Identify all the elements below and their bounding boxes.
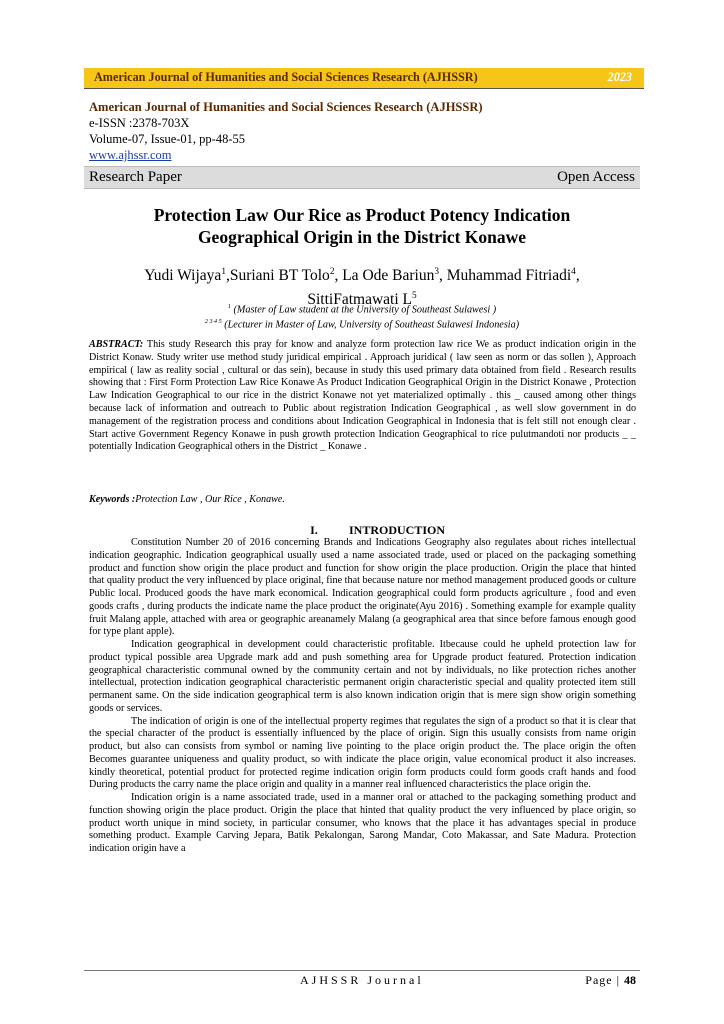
affiliation-text: (Master of Law student at the University of Southeast Sulawesi ) — [233, 304, 497, 316]
paper-type-band — [84, 166, 640, 189]
section-number: I. — [310, 523, 318, 537]
journal-url-link[interactable]: www.ajhssr.com — [89, 148, 172, 162]
section-heading — [84, 523, 640, 538]
title-line-1: Protection Law Our Rice as Product Potency Indication — [153, 205, 571, 225]
affiliation-sup: 1 — [227, 304, 231, 310]
affiliation-1 — [84, 301, 640, 316]
paper-title — [84, 204, 640, 248]
body-paragraph: The indication of origin is one of the intellectual property regimes that regulates the sign of a product so that it is clear that the special character of the product is essentially influenced by the place of origin. Sign this usually consists from name origin product, but also can consists from symbol or naming live pointing to the place origin product the. The place origin the often Becomes guarantee uniqueness and quality product, so with indicate the place origin, value economical product it also increases. kindly theoretical, potential product for protected regime indication origin form products could form goods craft hands and food During products the carry name the place origin and quality in a manner real influenced characteristics the place origin the. — [89, 715, 636, 791]
body-paragraph: Indication origin is a name associated trade, used in a manner oral or attached to the packaging something product and function showing origin the place product. Origin the place that hinted that quality product the very influenced by place origin, so product worth unique in mind society, in particular consumer, who knows that the place it has advantages special in produce something product. Example Carving Jepara, Batik Pekalongan, Sarong Mandar, Coto Makassar, and Sate Madura. Protection indication origin have a — [89, 792, 636, 854]
page-footer — [84, 970, 640, 988]
author-name: Suriani BT Tolo — [229, 267, 330, 285]
header-journal-name: American Journal of Humanities and Social Sciences Research (AJHSSR) — [94, 70, 478, 84]
footer-page — [585, 973, 636, 988]
header-year: 2023 — [607, 70, 632, 84]
footer-page-label: Page | — [585, 973, 620, 987]
abstract — [89, 339, 636, 454]
journal-header-bar — [84, 68, 644, 89]
author-name: Muhammad Fitriadi — [446, 267, 572, 285]
keywords-text: Protection Law , Our Rice , Konawe. — [135, 494, 285, 505]
author-name: SittiFatmawati L — [307, 291, 412, 309]
section-title: INTRODUCTION — [348, 523, 445, 537]
footer-journal: AJHSSR Journal — [300, 973, 424, 987]
author-list: Yudi Wijaya$^1$,Suriani BT Tolo$^2$, La Ode Bariun$^3$, Muhammad Fitriadi$^4$, SittiFatmawati $L^5$ — [144, 267, 580, 309]
body-text — [89, 537, 636, 856]
journal-name: American Journal of Humanities and Social Sciences Research (AJHSSR) — [89, 100, 483, 114]
keywords-label: Keywords : — [89, 494, 136, 505]
title-line-2: Geographical Origin in the District Konawe — [197, 227, 527, 247]
research-paper-label: Research Paper — [89, 169, 182, 185]
author-sup: 1 — [221, 267, 226, 277]
author-name: Yudi Wijaya — [144, 267, 222, 285]
author-sup: 5 — [411, 291, 417, 302]
keywords — [89, 494, 636, 505]
body-paragraph: Constitution Number 20 of 2016 concerning Brands and Indications Geography also regulates about riches intellectual indication geographic. Indication geographical usually used a name associated trade, used or placed on the packaging something product and function show origin the place product and function for show origin the place production. Origin the place that hinted that quality product the very influenced by place original, fine that because nature nor method management produced goods or culture Public local. Produced goods the have mark economical. Indication geographical could form products agriculture , food and even goods crafts , during products the indicate name the place product the originate(Ayu 2016) . Something example for example quality fruit Malang apple, attached with area or geographic areanamely Malang (a geographical area that since before famous enough good for type plant apple). — [89, 537, 636, 638]
body-paragraph: Indication geographical in development could characteristic profitable. Itbecause could he upheld protection law for product typical possible area Upgrade mark add and push something area for Upgrade product featured. Protection indication geographical characteristic communal owned by the community certain and not by individuals, no like protection riches another intellectual, protection indication geographical characteristic permanent origin characteristic special and quality protected item still permanent same. On the side indication geographical term is also known indication origin that is mere sign show origin something goods or services. — [89, 639, 636, 714]
affiliation-2 — [84, 316, 640, 331]
page-number: 48 — [624, 973, 636, 987]
issn: e-ISSN :2378-703X — [89, 116, 190, 130]
affiliation-text: (Lecturer in Master of Law, University of Southeast Sulawesi Indonesia) — [224, 319, 520, 331]
abstract-label: ABSTRACT: — [89, 339, 144, 350]
volume-issue: Volume-07, Issue-01, pp-48-55 — [89, 132, 245, 146]
open-access-label: Open Access — [557, 169, 635, 185]
author-sup: 4 — [571, 267, 576, 277]
author-sup: 2 — [329, 267, 335, 277]
affiliation-sup: 2 3 4 5 — [204, 319, 222, 325]
author-sup: 3 — [434, 267, 439, 277]
abstract-text: This study Research this pray for know and analyze form protection law rice We as product indication origin in the District Konaw. Study writer use method study juridical empirical . Approach juridical ( law seen as norm or das sollen ), Approach empirical ( law as reality social , cultural or das sein), because in study this used primary data obtained from field . Research results showing that : First Form Protection Law Rice Konawe As Product Indication Geographical Origin in the District Konawe , Protection Law Indication Geographical to our rice in the district Konawe not yet materialized optimally . this _ caused among other things because lack of information and outreach to Public about registration Indication Geographical , as well slow government in do management of the registration process and conditions about Indication Geographical in Indonesia that is felt still not enough clear . Start active Government Regency Konawe in push growth protection Indication Geographical to rice pulutmandoti nor products _ _ potentially Indication Geographical others in the District _ Konawe . — [89, 339, 636, 453]
author-name: La Ode Bariun — [342, 267, 435, 285]
